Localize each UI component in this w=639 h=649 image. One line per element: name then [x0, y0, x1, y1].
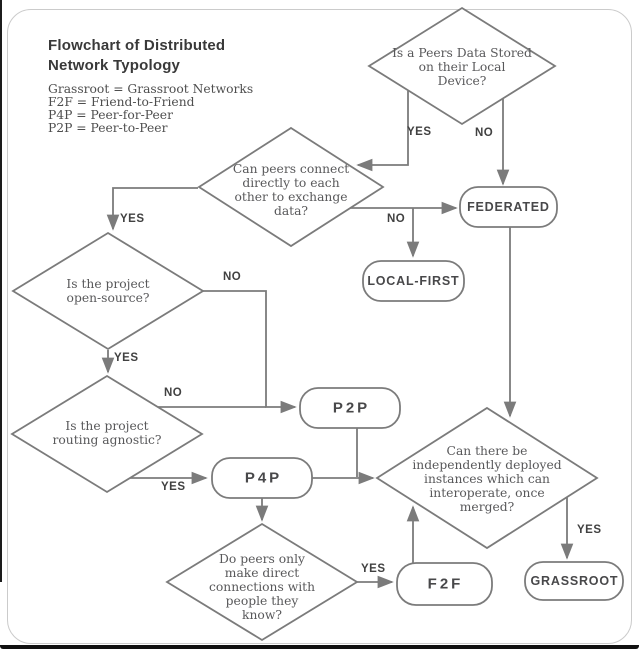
edge-d3-no — [203, 291, 295, 407]
decision-text-independent-instances: Can there be independently deployed instances which can interoperate, once merged? — [412, 444, 562, 514]
terminal-label-local-first: LOCAL-FIRST — [367, 274, 460, 288]
legend-item: Grassroot = Grassroot Networks — [48, 82, 254, 96]
edge-label-yes: YES — [120, 213, 145, 225]
edge-label-yes: YES — [161, 481, 186, 493]
page-title-line: Flowchart of Distributed — [48, 37, 226, 54]
decision-text-peers-connect: Can peers connect directly to each other to exchange data? — [232, 162, 350, 218]
terminal-label-f2f: F2F — [427, 575, 464, 593]
edge-label-yes: YES — [577, 524, 602, 536]
decision-text-open-source: Is the project open-source? — [66, 277, 150, 305]
edge-label-no: NO — [387, 213, 406, 225]
edge-label-no: NO — [475, 127, 494, 139]
edge-label-no: NO — [164, 387, 183, 399]
legend — [48, 83, 253, 135]
page-title — [48, 36, 225, 76]
edge-label-yes: YES — [114, 352, 139, 364]
edge-label-no: NO — [223, 271, 242, 283]
terminal-label-grassroot: GRASSROOT — [530, 574, 619, 588]
decision-text-direct-connections: Do peers only make direct connections with people they know? — [208, 552, 316, 622]
decision-text-peers-data-local: Is a Peers Data Stored on their Local Device? — [392, 46, 532, 88]
legend-item: P2P = Peer-to-Peer — [48, 120, 168, 135]
terminal-label-federated: FEDERATED — [467, 200, 550, 214]
page-title-line: Network Typology — [48, 57, 181, 74]
legend-item: P4P = Peer-for-Peer — [48, 107, 173, 122]
decision-text-routing-agnostic: Is the project routing agnostic? — [52, 419, 162, 447]
terminal-label-p4p: P4P — [244, 469, 283, 487]
edge-label-yes: YES — [407, 126, 432, 138]
edge-label-yes: YES — [361, 563, 386, 575]
legend-item: F2F = Friend-to-Friend — [48, 94, 195, 109]
terminal-label-p2p: P2P — [332, 399, 371, 417]
edge-d1-yes — [358, 91, 408, 165]
